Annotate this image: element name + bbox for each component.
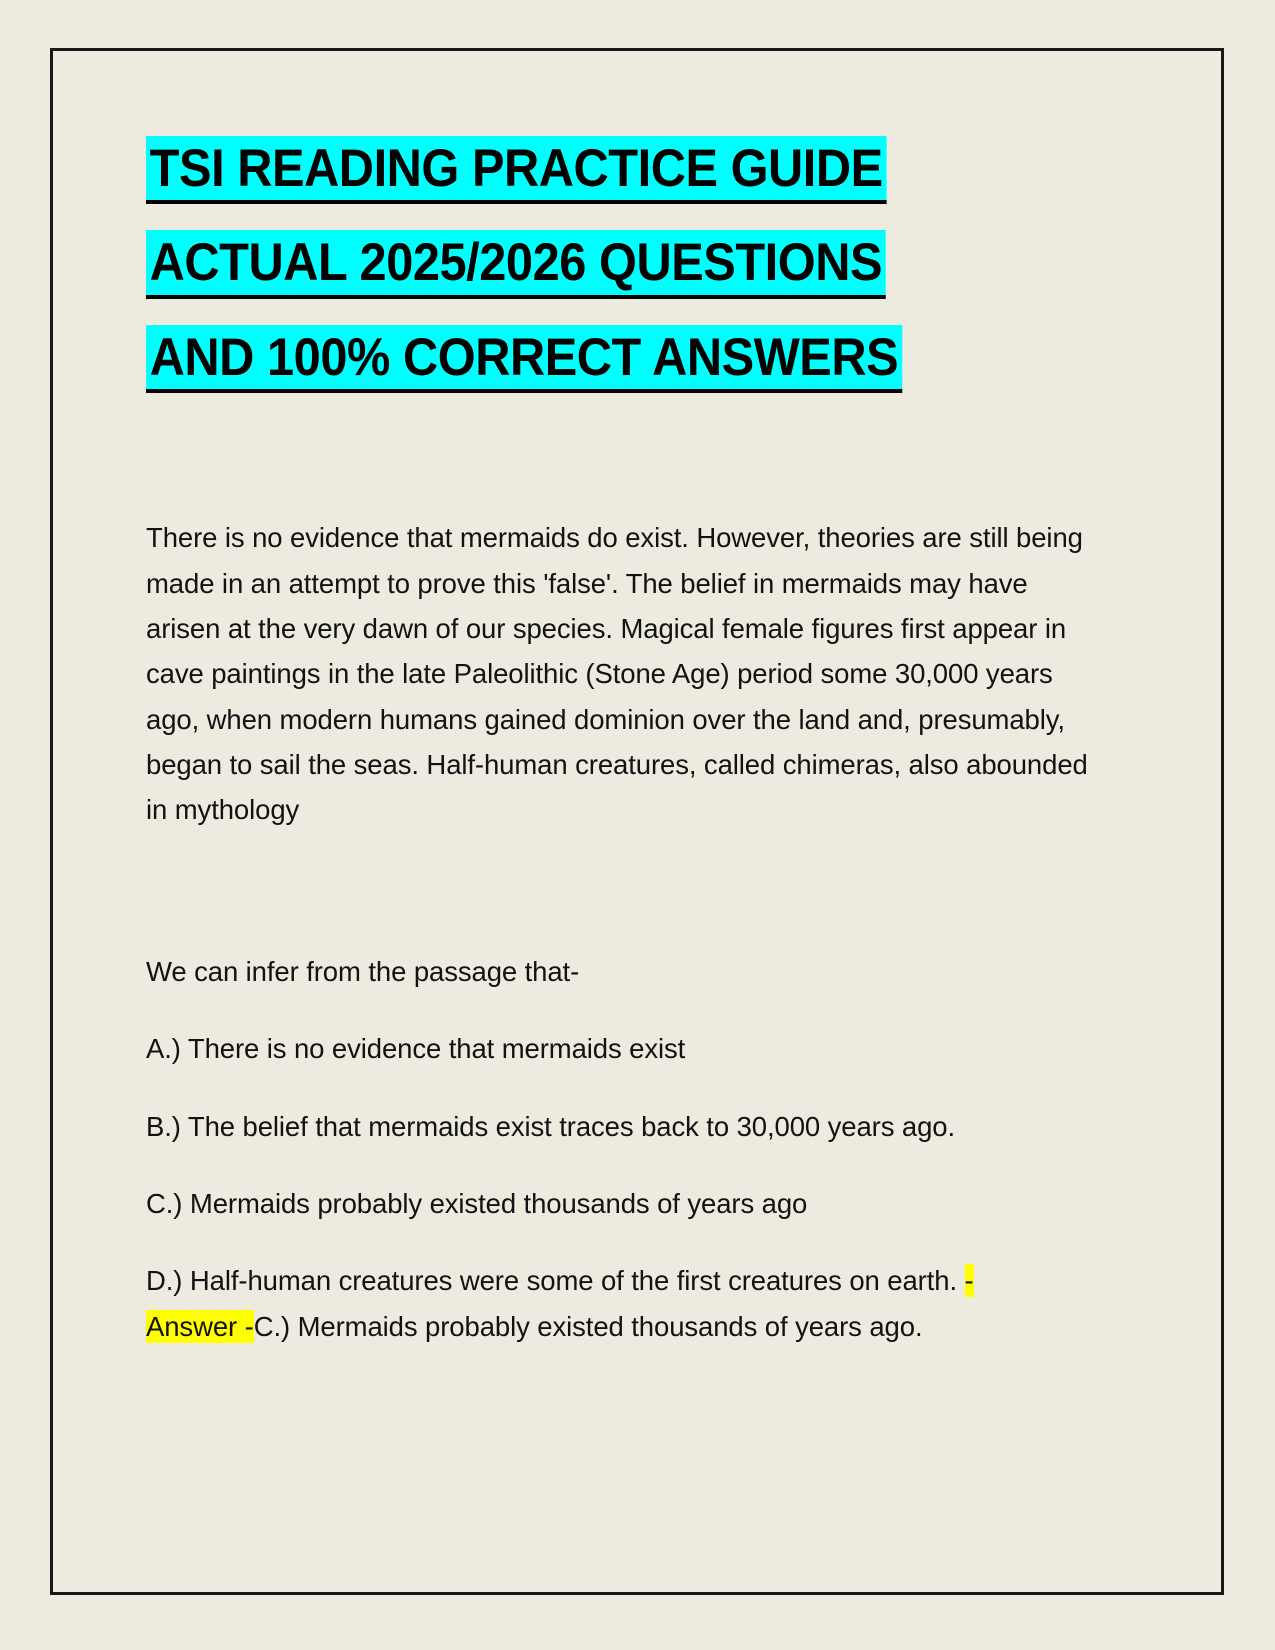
option-b: B.) The belief that mermaids exist traces back to 30,000 years ago.: [146, 1110, 956, 1142]
document-title: [146, 136, 1161, 393]
option-d-with-answer: [146, 1258, 1051, 1349]
title-line-2-text: ACTUAL 2025/2026 QUESTIONS: [146, 230, 886, 298]
reading-passage: There is no evidence that mermaids do exist. However, theories are still being made in an attempt to prove this 'false'. The belief in mermaids may have arisen at the very dawn of our species. Magical female figures first appear in cave paintings in the late Paleolithic (Stone Age) period some 30,000 years ago, when modern humans gained dominion over the land and, presumably, began to sail the seas. Half-human creatures, called chimeras, also abounded in mythology: [146, 522, 1088, 826]
document-content: [146, 136, 1161, 1377]
document-page: [50, 48, 1224, 1595]
title-line-1: [146, 136, 1161, 204]
title-line-2: [146, 230, 1161, 298]
title-line-1-text: TSI READING PRACTICE GUIDE: [146, 136, 886, 204]
answer-dash-highlight: -: [964, 1265, 974, 1297]
answer-value: C.) Mermaids probably existed thousands of years ago.: [253, 1310, 923, 1342]
question-stem: We can infer from the passage that-: [146, 955, 580, 987]
option-d-text: D.) Half-human creatures were some of the first creatures on earth.: [146, 1265, 965, 1297]
option-c: C.) Mermaids probably existed thousands of years ago: [146, 1187, 808, 1219]
title-line-3: [146, 325, 1161, 393]
answer-label-highlight: Answer -: [146, 1310, 254, 1342]
title-line-3-text: AND 100% CORRECT ANSWERS: [146, 325, 902, 393]
option-a: A.) There is no evidence that mermaids exist: [146, 1033, 686, 1065]
